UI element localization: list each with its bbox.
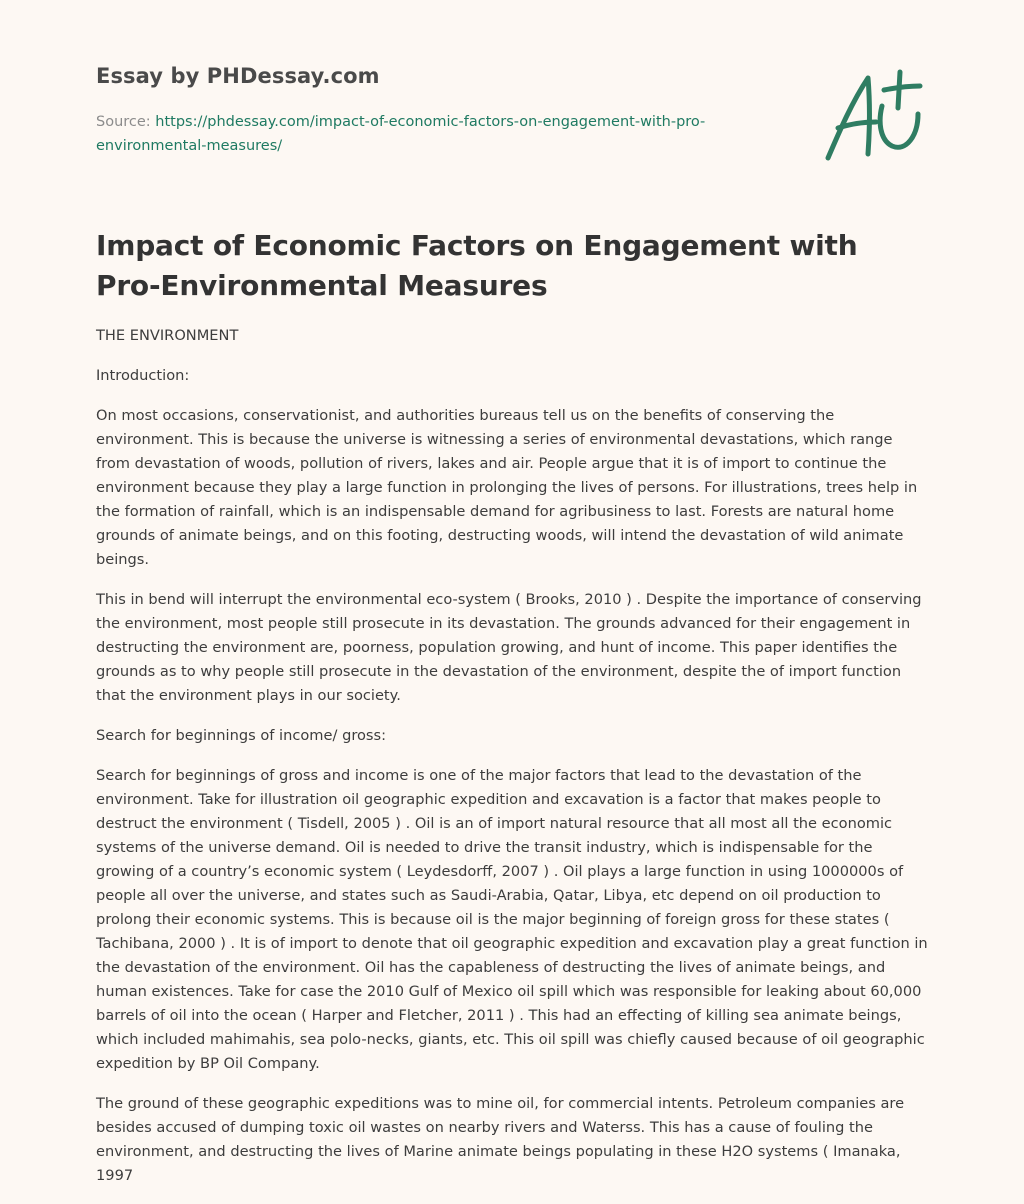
article-body: [96, 324, 928, 1204]
source-label: Source:: [96, 114, 156, 130]
article-title: Impact of Economic Factors on Engagement with Pro-Environmental Measures: [96, 229, 858, 302]
source-line: [96, 110, 776, 158]
paragraph: Search for beginnings of income/ gross:: [96, 727, 387, 744]
site-brand: Essay by PHDessay.com: [96, 64, 380, 88]
source-link[interactable]: https://phdessay.com/impact-of-economic-factors-on-engagement-with-pro-environmental-measures/: [96, 114, 706, 154]
paragraph: Introduction:: [96, 367, 190, 384]
a-plus-grade-icon: [822, 66, 928, 166]
paragraph: The ground of these geographic expeditions was to mine oil, for commercial intents. Petroleum companies are besides accused of dumping toxic oil wastes on nearby rivers and Waterss. This has a cause of fouling the environment, and destructing the lives of Marine animate beings populating in these H2O systems ( Imanaka, 1997: [96, 1095, 905, 1184]
paragraph: Search for beginnings of gross and income is one of the major factors that lead to the devastation of the environment. Take for illustration oil geographic expedition and excavation is a factor that makes people to destruct the environment ( Tisdell, 2005 ) . Oil is an of import natural resource that all most all the economic systems of the universe demand. Oil is needed to drive the transit industry, which is indispensable for the growing of a country’s economic system ( Leydesdorff, 2007 ) . Oil plays a large function in using 1000000s of people all over the universe, and states such as Saudi-Arabia, Qatar, Libya, etc depend on oil production to prolong their economic systems. This is because oil is the major beginning of foreign gross for these states ( Tachibana, 2000 ) . It is of import to denote that oil geographic expedition and excavation play a great function in the devastation of the environment. Oil has the capableness of destructing the lives of animate beings, and human existences. Take for case the 2010 Gulf of Mexico oil spill which was responsible for leaking about 60,000 barrels of oil into the ocean ( Harper and Fletcher, 2011 ) . This had an effecting of killing sea animate beings, which included mahimahis, sea polo-necks, giants, etc. This oil spill was chiefly caused because of oil geographic expedition by BP Oil Company.: [96, 767, 928, 1072]
paragraph: This in bend will interrupt the environmental eco-system ( Brooks, 2010 ) . Despite the importance of conserving the environment, most people still prosecute in its devastation. The grounds advanced for their engagement in destructing the environment are, poorness, population growing, and hunt of income. This paper identifies the grounds as to why people still prosecute in the devastation of the environment, despite the of import function that the environment plays in our society.: [96, 591, 922, 704]
paragraph: On most occasions, conservationist, and authorities bureaus tell us on the benefits of conserving the environment. This is because the universe is witnessing a series of environmental devastations, which range from devastation of woods, pollution of rivers, lakes and air. People argue that it is of import to continue the environment because they play a large function in prolonging the lives of persons. For illustrations, trees help in the formation of rainfall, which is an indispensable demand for agribusiness to last. Forests are natural home grounds of animate beings, and on this footing, destructing woods, will intend the devastation of wild animate beings.: [96, 407, 918, 568]
paragraph: THE ENVIRONMENT: [96, 327, 239, 344]
